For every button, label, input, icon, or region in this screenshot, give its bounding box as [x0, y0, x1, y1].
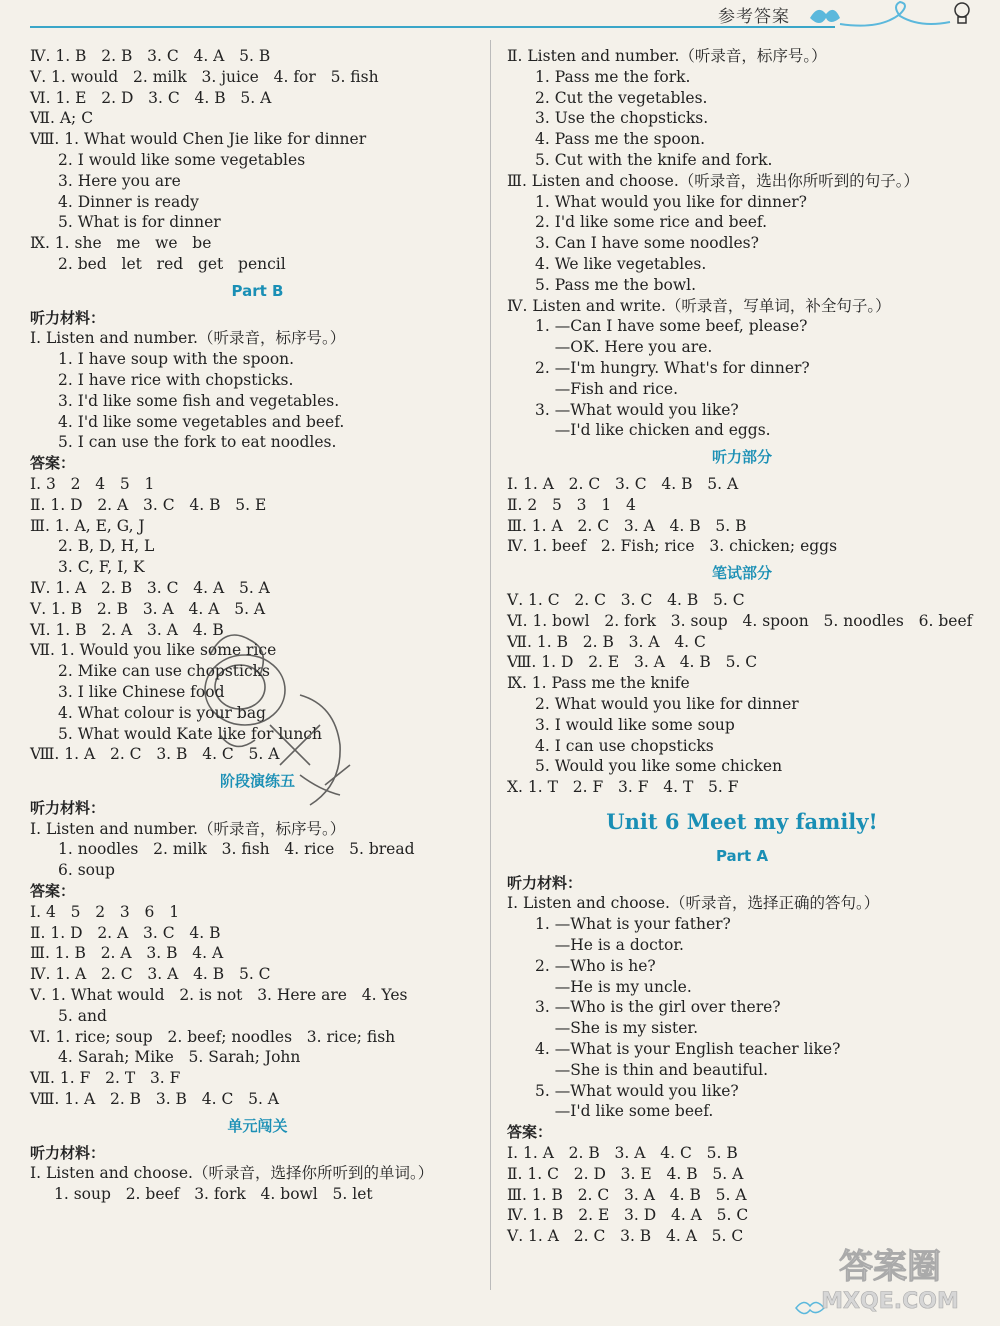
answer-line: 2. bed let red get pencil	[58, 254, 286, 273]
list-item: 5. Pass me the bowl.	[535, 275, 697, 294]
list-item: 3. —Who is the girl over there?	[535, 998, 781, 1017]
watermark-line1: 答案圈	[839, 1247, 941, 1287]
answer-line: Ⅰ. 3 2 4 5 1	[30, 474, 155, 493]
column-divider	[490, 40, 491, 1290]
answer-line: Ⅸ. 1. she me we be	[30, 234, 212, 253]
answer-line: Ⅶ. A; C	[30, 109, 94, 128]
list-item: 2. I have rice with chopsticks.	[58, 370, 294, 389]
answer-line: Ⅱ. 1. D 2. A 3. C 4. B 5. E	[30, 495, 267, 514]
answer-line: Ⅴ. 1. A 2. C 3. B 4. A 5. C	[507, 1227, 744, 1246]
list-item: 1. —Can I have some beef, please?	[535, 317, 808, 336]
list-item: 2. —Who is he?	[535, 956, 656, 975]
list-item: —He is my uncle.	[535, 977, 692, 996]
listening-label: 听力材料：	[30, 1143, 106, 1162]
answer-line: Ⅵ. 1. rice; soup 2. beef; noodles 3. rice; fish	[30, 1027, 396, 1046]
answer-line: Ⅰ. 1. A 2. B 3. A 4. C 5. B	[507, 1144, 738, 1163]
answer-line: Ⅲ. 1. B 2. A 3. B 4. A	[30, 944, 224, 963]
answer-line: Ⅷ. 1. D 2. E 3. A 4. B 5. C	[507, 653, 758, 672]
list-item: 3. Can I have some noodles?	[535, 234, 759, 253]
list-item: 4. —What is your English teacher like?	[535, 1040, 841, 1059]
list-item: 3. Use the chopsticks.	[535, 109, 709, 128]
list-item: 1. Pass me the fork.	[535, 67, 691, 86]
answer-line: 5. and	[58, 1006, 107, 1025]
answer-line: Ⅴ. 1. What would 2. is not 3. Here are 4. Yes	[30, 986, 408, 1005]
answer-line: 2. What would you like for dinner	[535, 694, 799, 713]
answer-line: Ⅹ. 1. T 2. F 3. F 4. T 5. F	[507, 778, 739, 797]
list-item: —OK. Here you are.	[535, 338, 713, 357]
header-title: 参考答案	[718, 7, 790, 27]
answer-line: Ⅳ. 1. A 2. C 3. A 4. B 5. C	[30, 965, 271, 984]
answer-line: Ⅷ. 1. A 2. B 3. B 4. C 5. A	[30, 1090, 279, 1109]
answer-line: Ⅵ. 1. bowl 2. fork 3. soup 4. spoon 5. noodles 6. beef	[507, 611, 973, 630]
answer-line: Ⅵ. 1. E 2. D 3. C 4. B 5. A	[30, 88, 272, 107]
section-heading-unit-pass: 单元闯关	[227, 1116, 288, 1135]
answer-line: Ⅶ. 1. Would you like some rice	[30, 641, 277, 660]
answer-label: 答案：	[30, 454, 76, 473]
answer-line: Ⅳ. 1. B 2. B 3. C 4. A 5. B	[30, 47, 271, 65]
answer-line: 4. Sarah; Mike 5. Sarah; John	[58, 1048, 301, 1067]
list-item: —I'd like some beef.	[535, 1102, 714, 1121]
question-title: Ⅲ. Listen and choose.（听录音，选出你所听到的句子。）	[507, 171, 920, 190]
answer-line: Ⅴ. 1. B 2. B 3. A 4. A 5. A	[30, 599, 266, 618]
answer-line: 2. Mike can use chopsticks	[58, 662, 270, 681]
list-item: 2. —I'm hungry. What's for dinner?	[535, 358, 810, 377]
watermark-line2: MXQE.COM	[821, 1289, 959, 1314]
answer-line: 3. I like Chinese food	[58, 682, 225, 701]
answer-line: Ⅳ. 1. A 2. B 3. C 4. A 5. A	[30, 578, 270, 597]
answer-line: Ⅱ. 1. C 2. D 3. E 4. B 5. A	[507, 1164, 744, 1183]
question-title: Ⅰ. Listen and choose.（听录音，选择正确的答句。）	[507, 894, 880, 913]
question-title: Ⅳ. Listen and write.（听录音，写单词，补全句子。）	[507, 296, 891, 315]
section-heading-part-a: Part A	[715, 846, 769, 865]
answer-line: 5. What would Kate like for lunch	[58, 724, 322, 743]
list-item: 5. —What would you like?	[535, 1081, 739, 1100]
listening-label: 听力材料：	[30, 308, 106, 327]
list-item: 4. We like vegetables.	[535, 254, 707, 273]
list-item: —Fish and rice.	[535, 379, 679, 398]
listening-label: 听力材料：	[30, 798, 106, 817]
answer-line: Ⅷ. 1. A 2. C 3. B 4. C 5. A	[30, 745, 280, 764]
list-item: —I'd like chicken and eggs.	[535, 421, 771, 440]
section-heading-part-b: Part B	[231, 281, 284, 300]
answer-line: 4. I can use chopsticks	[535, 736, 714, 755]
answer-line: Ⅳ. 1. B 2. E 3. D 4. A 5. C	[507, 1206, 749, 1225]
question-title: Ⅱ. Listen and number.（听录音，标序号。）	[507, 47, 827, 65]
answer-line: 3. I would like some soup	[535, 715, 735, 734]
section-heading-stage: 阶段演练五	[219, 772, 295, 791]
answer-line: Ⅲ. 1. A 2. C 3. A 4. B 5. B	[507, 516, 747, 535]
answer-line: Ⅷ. 1. What would Chen Jie like for dinner	[30, 130, 367, 149]
answer-line: 4. What colour is your bag	[58, 703, 266, 722]
site-watermark-logo	[800, 1238, 980, 1318]
list-item: 1. —What is your father?	[535, 915, 731, 934]
list-item: 2. I'd like some rice and beef.	[535, 213, 768, 232]
question-title: Ⅰ. Listen and choose.（听录音，选择你所听到的单词。）	[30, 1164, 434, 1183]
list-item: 1. I have soup with the spoon.	[58, 350, 295, 369]
list-item: —He is a doctor.	[535, 936, 684, 955]
answer-line: Ⅶ. 1. F 2. T 3. F	[30, 1069, 181, 1088]
list-item: 5. I can use the fork to eat noodles.	[58, 433, 337, 452]
list-item: 1. soup 2. beef 3. fork 4. bowl 5. let	[54, 1185, 373, 1204]
right-column	[507, 46, 977, 1247]
question-title: Ⅰ. Listen and number.（听录音，标序号。）	[30, 819, 346, 838]
answer-line: 2. B, D, H, L	[58, 537, 155, 556]
answer-label: 答案：	[30, 882, 76, 901]
answer-line: 3. Here you are	[58, 171, 181, 190]
list-item: 4. Pass me the spoon.	[535, 130, 706, 149]
answer-line: 5. What is for dinner	[58, 213, 221, 232]
answer-line: Ⅲ. 1. A, E, G, J	[30, 516, 145, 535]
list-item: 4. I'd like some vegetables and beef.	[58, 412, 345, 431]
answer-line: Ⅴ. 1. C 2. C 3. C 4. B 5. C	[507, 590, 745, 609]
answer-line: Ⅰ. 4 5 2 3 6 1	[30, 902, 180, 921]
list-item: 1. What would you like for dinner?	[535, 192, 807, 211]
list-item: 2. Cut the vegetables.	[535, 88, 708, 107]
list-item: 1. noodles 2. milk 3. fish 4. rice 5. bread	[58, 840, 415, 859]
answer-line: Ⅶ. 1. B 2. B 3. A 4. C	[507, 632, 706, 651]
answer-line: Ⅰ. 1. A 2. C 3. C 4. B 5. A	[507, 474, 739, 493]
list-item: —She is thin and beautiful.	[535, 1060, 769, 1079]
list-item: 3. I'd like some fish and vegetables.	[58, 391, 340, 410]
answer-line: Ⅵ. 1. B 2. A 3. A 4. B	[30, 620, 224, 639]
list-item: 3. —What would you like?	[535, 400, 739, 419]
answer-line: 2. I would like some vegetables	[58, 150, 306, 169]
listening-label: 听力材料：	[507, 873, 583, 892]
answer-line: 5. Would you like some chicken	[535, 757, 783, 776]
section-heading-listening: 听力部分	[711, 448, 772, 467]
unit-title: Unit 6 Meet my family!	[606, 808, 878, 834]
answer-line: Ⅱ. 1. D 2. A 3. C 4. B	[30, 923, 221, 942]
section-heading-written: 笔试部分	[711, 564, 772, 583]
answer-line: Ⅸ. 1. Pass me the knife	[507, 674, 690, 693]
answer-line: Ⅲ. 1. B 2. C 3. A 4. B 5. A	[507, 1185, 747, 1204]
list-item: 6. soup	[58, 861, 115, 880]
page-header	[0, 0, 1000, 30]
scribble-stamp-icon	[150, 615, 370, 825]
header-rule	[30, 26, 835, 28]
answer-line: 4. Dinner is ready	[58, 192, 199, 211]
butterfly-lightbulb-decoration-icon	[800, 0, 980, 30]
question-title: Ⅰ. Listen and number.（听录音，标序号。）	[30, 329, 346, 348]
list-item: —She is my sister.	[535, 1019, 699, 1038]
answer-line: Ⅳ. 1. beef 2. Fish; rice 3. chicken; eggs	[507, 537, 838, 556]
answer-label: 答案：	[507, 1123, 553, 1142]
answer-line: Ⅴ. 1. would 2. milk 3. juice 4. for 5. fish	[30, 67, 379, 86]
list-item: 5. Cut with the knife and fork.	[535, 150, 773, 169]
answer-line: 3. C, F, I, K	[58, 558, 145, 577]
answer-line: Ⅱ. 2 5 3 1 4	[507, 495, 636, 514]
